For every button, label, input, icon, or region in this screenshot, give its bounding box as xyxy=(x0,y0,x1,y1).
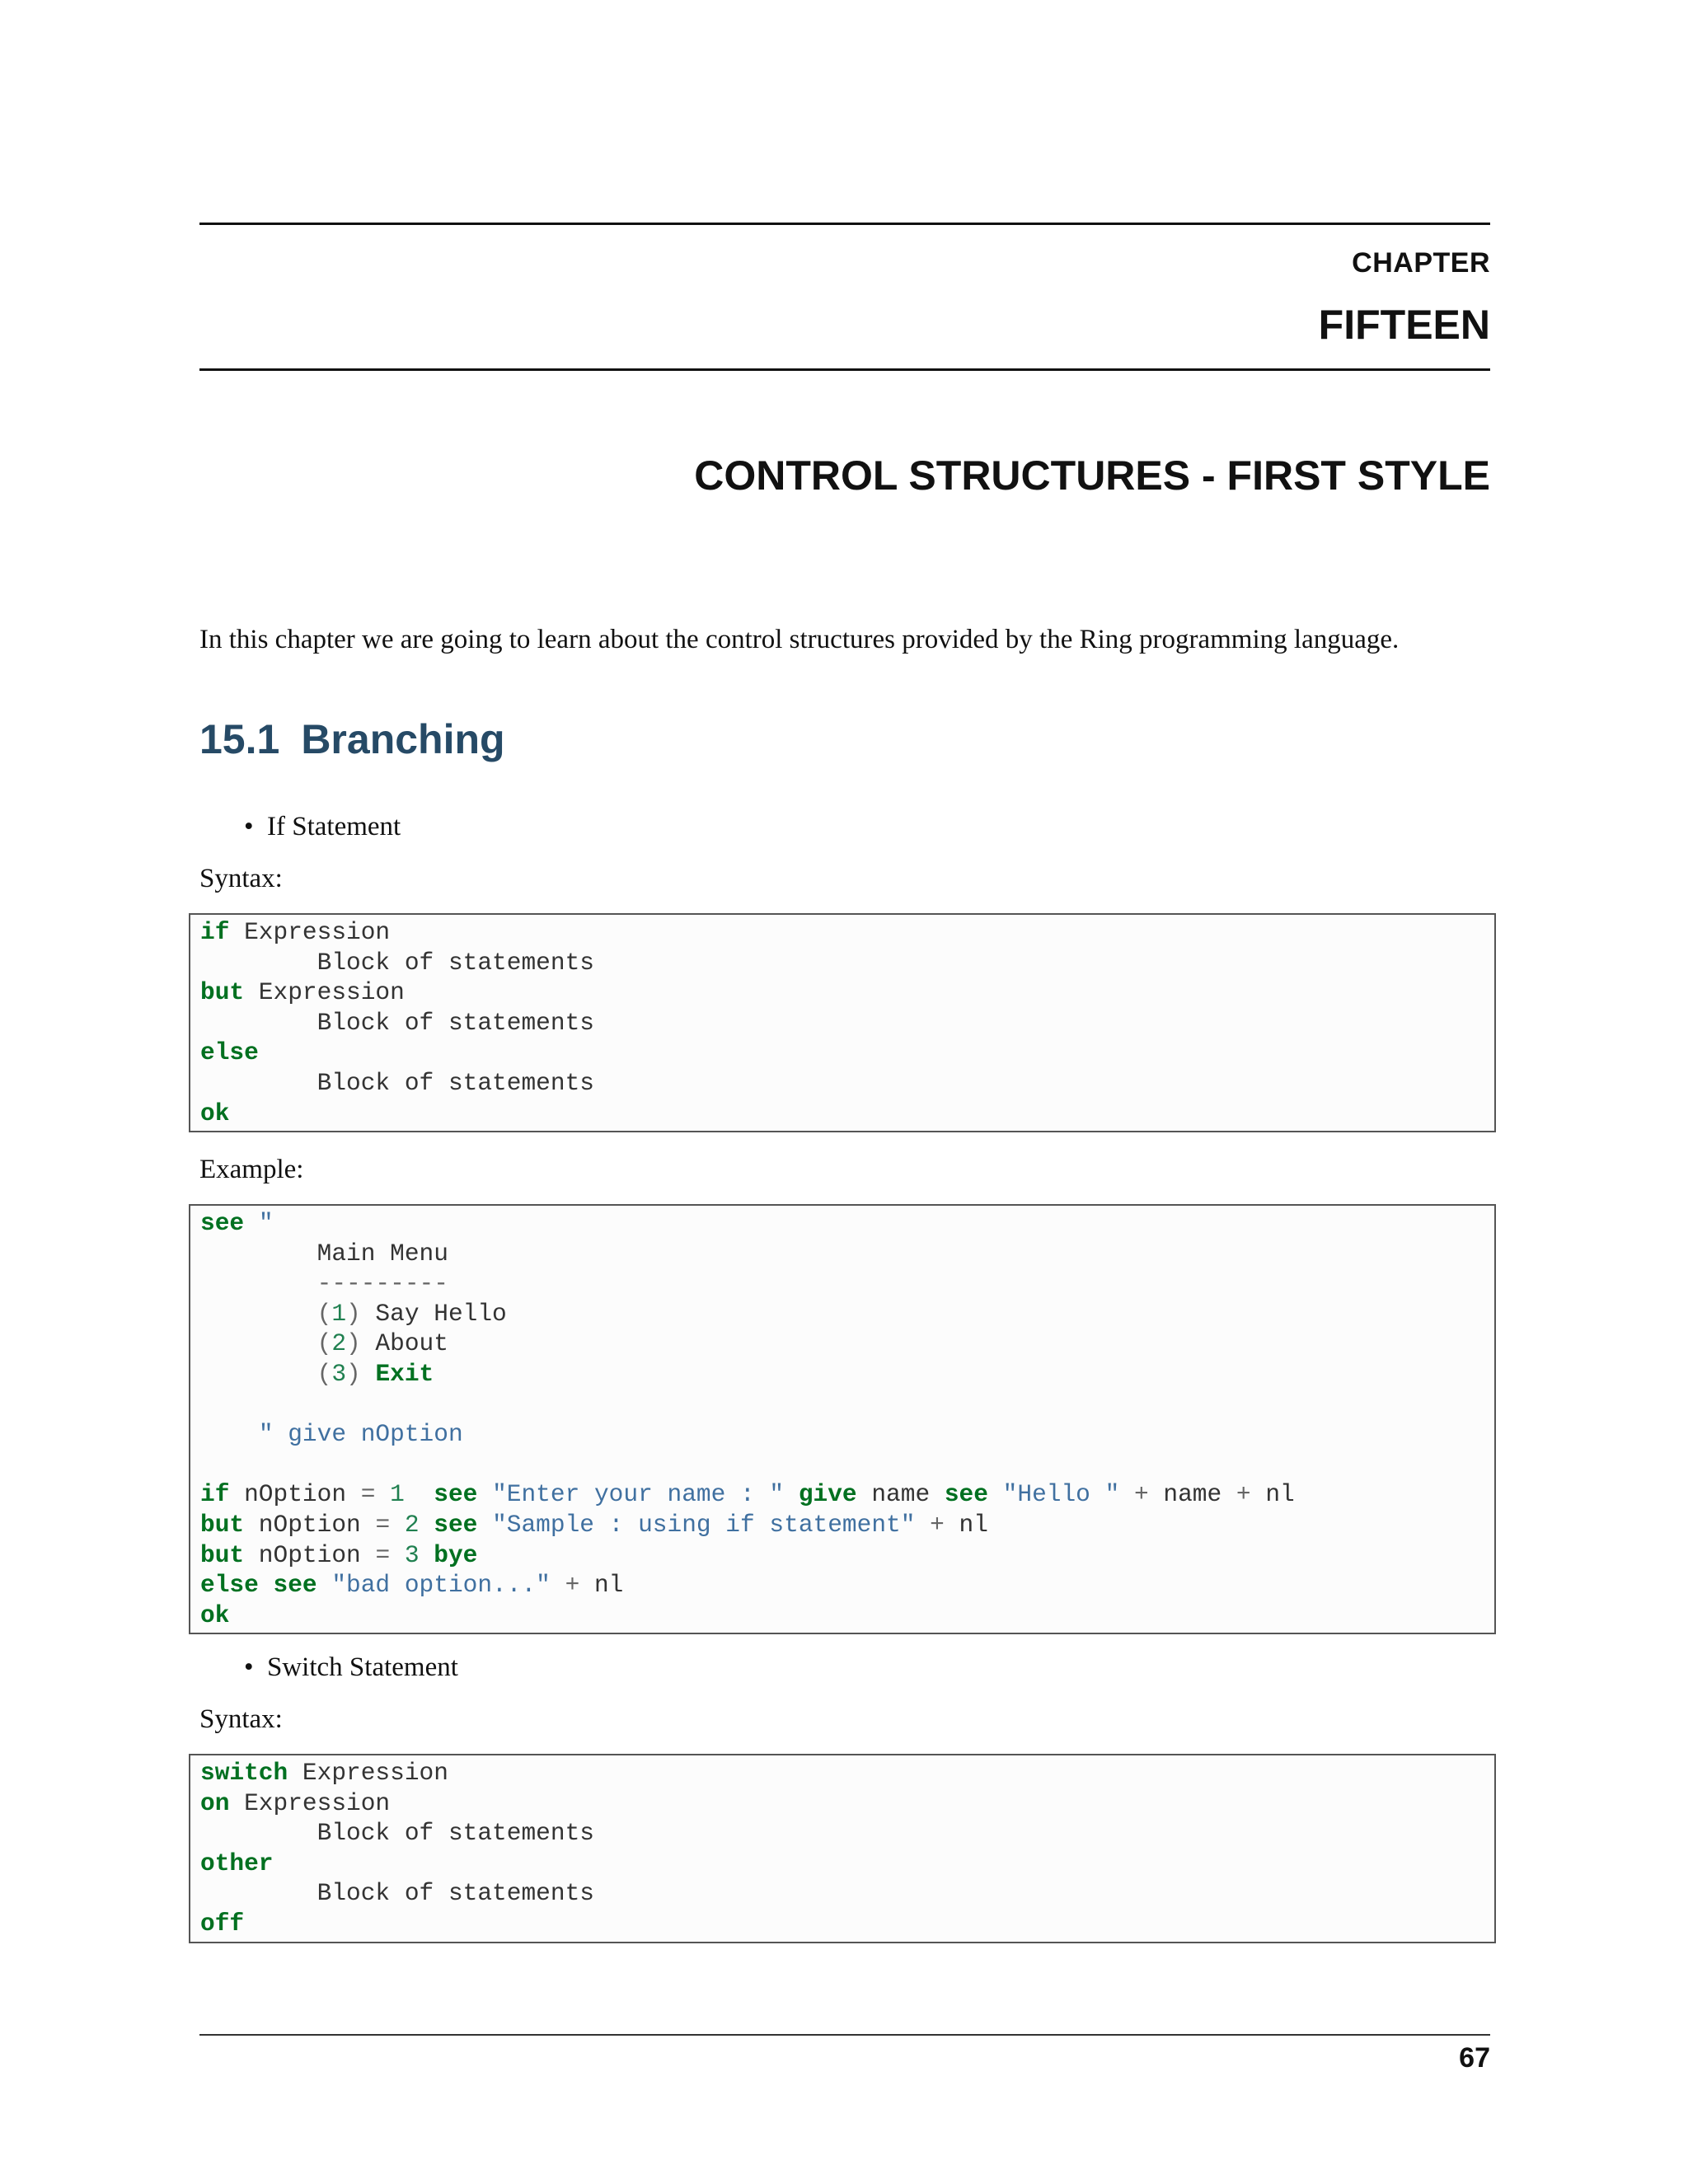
code-keyword: but xyxy=(200,1540,245,1569)
code-text: nl xyxy=(944,1510,988,1539)
example-label-if: Example: xyxy=(199,1155,304,1184)
code-line xyxy=(200,1299,1484,1329)
code-keyword: off xyxy=(200,1909,245,1938)
code-keyword: else xyxy=(200,1038,259,1067)
code-keyword: switch xyxy=(200,1759,288,1787)
code-text xyxy=(390,1511,405,1539)
code-operator: + xyxy=(930,1510,945,1539)
code-operator: ) xyxy=(346,1299,361,1328)
code-text: Expression xyxy=(229,918,391,946)
code-line xyxy=(200,1329,1484,1359)
code-number: 1 xyxy=(390,1480,405,1509)
code-keyword: see xyxy=(200,1209,245,1237)
code-line xyxy=(200,1570,1484,1601)
code-text: Expression xyxy=(288,1759,448,1787)
chapter-title: CONTROL STRUCTURES - FIRST STYLE xyxy=(694,452,1490,499)
code-text: About xyxy=(360,1329,448,1358)
code-text xyxy=(477,1480,492,1508)
code-block-switch-syntax xyxy=(189,1754,1496,1943)
code-text xyxy=(390,1541,405,1569)
code-text xyxy=(420,1511,434,1539)
code-line xyxy=(200,1038,1484,1068)
code-line xyxy=(200,1758,1484,1788)
code-text: Expression xyxy=(244,978,405,1007)
chapter-number: FIFTEEN xyxy=(1318,302,1490,348)
code-text: Block of statements xyxy=(200,1879,594,1908)
code-operator: + xyxy=(1134,1480,1149,1509)
code-keyword: give xyxy=(798,1480,857,1509)
code-line xyxy=(200,1068,1484,1099)
code-operator: = xyxy=(360,1480,376,1509)
code-text xyxy=(551,1571,565,1599)
code-string: "Sample : using if statement" xyxy=(492,1510,916,1539)
footer-rule xyxy=(199,2034,1490,2036)
code-operator: + xyxy=(565,1571,580,1600)
code-operator: + xyxy=(1236,1480,1251,1509)
code-operator: ) xyxy=(346,1329,361,1358)
section-number: 15.1 xyxy=(199,716,280,762)
code-keyword: but xyxy=(200,978,245,1007)
chapter-bottom-rule xyxy=(199,368,1490,371)
code-line xyxy=(200,1099,1484,1129)
code-number: 1 xyxy=(331,1299,347,1328)
code-keyword: other xyxy=(200,1849,274,1877)
code-text xyxy=(200,1300,317,1328)
code-number: 3 xyxy=(331,1359,347,1388)
chapter-label: CHAPTER xyxy=(1352,247,1490,279)
code-line xyxy=(200,1909,1484,1939)
code-text xyxy=(405,1480,434,1508)
code-text xyxy=(200,1420,259,1448)
code-line xyxy=(200,1878,1484,1909)
code-text: nOption xyxy=(244,1510,376,1539)
code-line xyxy=(200,1601,1484,1631)
code-line xyxy=(200,1540,1484,1571)
code-line xyxy=(200,1419,1484,1450)
code-text xyxy=(988,1480,1003,1508)
code-text xyxy=(784,1480,799,1508)
code-keyword: see xyxy=(434,1480,478,1509)
code-line xyxy=(200,1450,1484,1480)
code-line xyxy=(200,1479,1484,1510)
code-line xyxy=(200,1268,1484,1299)
code-line xyxy=(200,1390,1484,1420)
code-string: "bad option..." xyxy=(331,1571,551,1600)
code-string: "Hello " xyxy=(1002,1480,1120,1509)
bullet-switch-statement xyxy=(244,1652,458,1683)
code-text: nOption xyxy=(244,1540,376,1569)
code-line xyxy=(200,1239,1484,1269)
code-keyword: but xyxy=(200,1510,245,1539)
code-line xyxy=(200,1359,1484,1390)
bullet-label: Switch Statement xyxy=(267,1652,458,1682)
code-text: Block of statements xyxy=(200,1819,594,1848)
code-text xyxy=(317,1571,332,1599)
code-text: nl xyxy=(579,1571,624,1600)
code-block-if-example xyxy=(189,1204,1496,1634)
code-line xyxy=(200,1788,1484,1819)
code-text: Block of statements xyxy=(200,1008,594,1037)
code-keyword: ok xyxy=(200,1099,230,1127)
section-heading xyxy=(199,715,505,763)
code-keyword: ok xyxy=(200,1601,230,1629)
code-text xyxy=(915,1511,930,1539)
chapter-top-rule xyxy=(199,223,1490,225)
code-keyword: else xyxy=(200,1571,259,1600)
code-block-if-syntax xyxy=(189,913,1496,1132)
code-line xyxy=(200,1208,1484,1239)
bullet-if-statement xyxy=(244,812,401,842)
code-number: 2 xyxy=(404,1510,420,1539)
code-keyword: if xyxy=(200,918,230,946)
code-text: name xyxy=(856,1480,945,1509)
code-text: Block of statements xyxy=(200,1068,594,1097)
code-text: nl xyxy=(1250,1480,1295,1509)
code-line xyxy=(200,917,1484,948)
code-operator: ( xyxy=(316,1329,332,1358)
code-text: name xyxy=(1148,1480,1236,1509)
code-text xyxy=(477,1511,492,1539)
code-keyword: Exit xyxy=(375,1359,434,1388)
code-text xyxy=(361,1360,376,1388)
intro-paragraph: In this chapter we are going to learn about the control structures provided by the Ring programming language. xyxy=(199,625,1400,654)
code-operator: ( xyxy=(316,1359,332,1388)
code-line xyxy=(200,1510,1484,1540)
code-keyword: see xyxy=(944,1480,988,1509)
code-keyword: see xyxy=(434,1510,478,1539)
code-text: nOption xyxy=(229,1480,361,1509)
code-text xyxy=(200,1360,317,1388)
syntax-label-if: Syntax: xyxy=(199,864,283,893)
code-number: 2 xyxy=(331,1329,347,1358)
code-operator: ( xyxy=(316,1299,332,1328)
code-line xyxy=(200,948,1484,978)
page-number: 67 xyxy=(1459,2042,1490,2074)
code-keyword: on xyxy=(200,1788,230,1817)
code-text: Block of statements xyxy=(200,948,594,977)
code-operator: --------- xyxy=(316,1269,448,1298)
code-operator: ) xyxy=(346,1359,361,1388)
code-text xyxy=(259,1571,274,1599)
code-text: Say Hello xyxy=(360,1299,507,1328)
code-text: Main Menu xyxy=(200,1239,448,1268)
bullet-icon: • xyxy=(244,812,254,841)
code-string: " give nOption xyxy=(258,1420,463,1449)
code-operator: = xyxy=(375,1510,391,1539)
code-keyword: see xyxy=(273,1571,317,1600)
syntax-label-switch: Syntax: xyxy=(199,1704,283,1734)
code-line xyxy=(200,1008,1484,1038)
code-string: " xyxy=(258,1209,274,1237)
code-text xyxy=(244,1209,259,1237)
code-line xyxy=(200,1849,1484,1879)
code-line xyxy=(200,977,1484,1008)
code-keyword: if xyxy=(200,1480,230,1509)
code-text xyxy=(420,1541,434,1569)
code-keyword: bye xyxy=(434,1540,478,1569)
code-string: "Enter your name : " xyxy=(492,1480,785,1509)
code-text: Expression xyxy=(229,1788,391,1817)
code-text xyxy=(375,1480,390,1508)
code-number: 3 xyxy=(404,1540,420,1569)
code-text xyxy=(1119,1480,1134,1508)
code-text xyxy=(200,1329,317,1357)
code-line xyxy=(200,1818,1484,1849)
bullet-label: If Statement xyxy=(267,812,401,841)
code-operator: = xyxy=(375,1540,391,1569)
section-title: Branching xyxy=(301,716,505,762)
bullet-icon: • xyxy=(244,1652,254,1682)
code-text xyxy=(200,1269,317,1297)
